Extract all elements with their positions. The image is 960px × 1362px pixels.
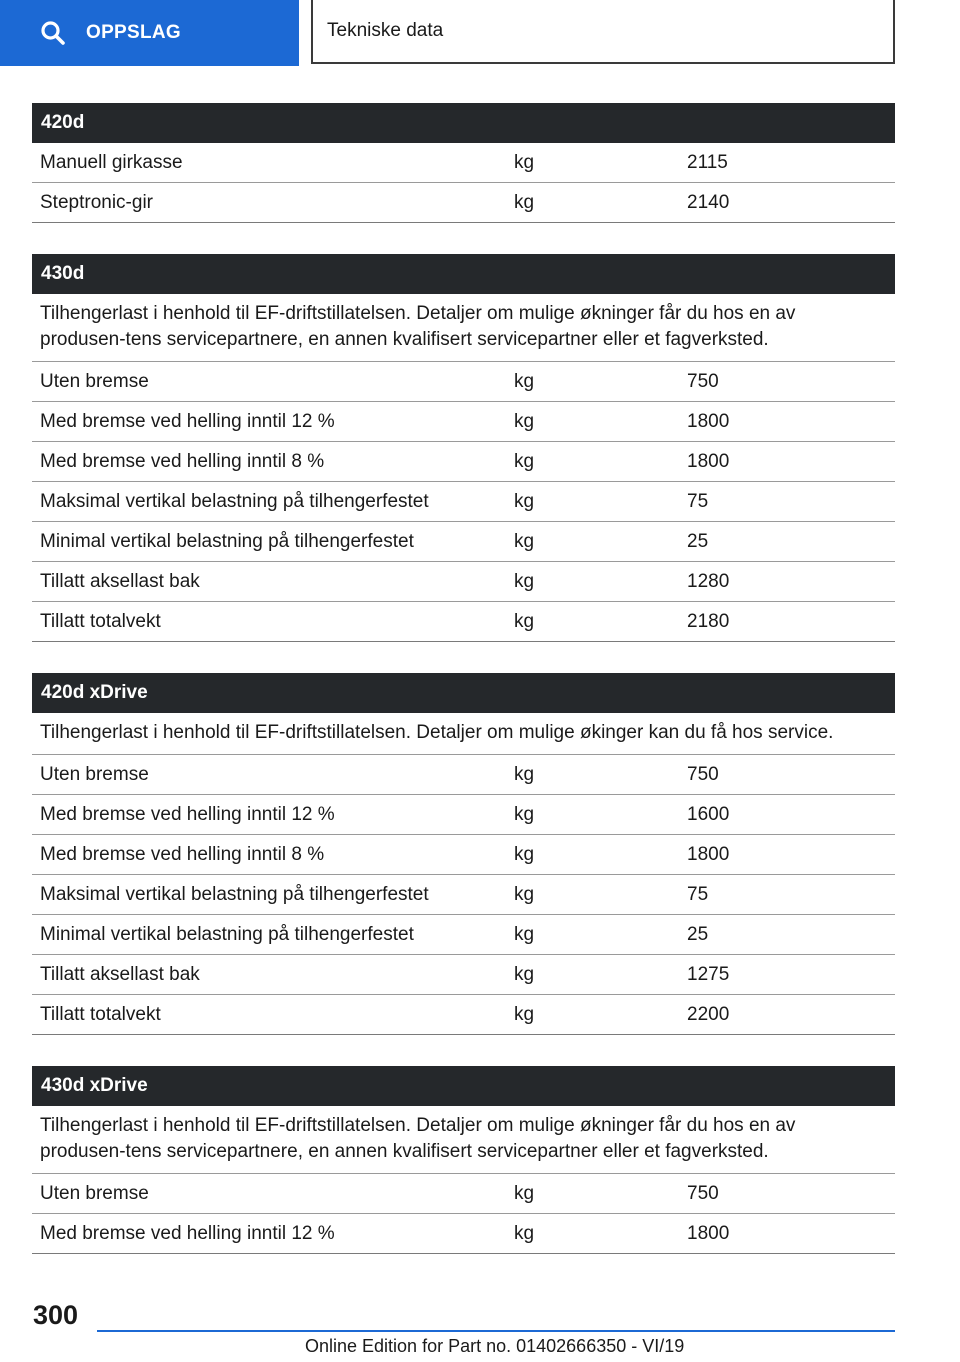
row-unit: kg (514, 152, 535, 173)
row-label: Uten bremse (40, 1183, 149, 1204)
row-unit: kg (514, 764, 535, 785)
row-unit: kg (514, 844, 535, 865)
section-note: Tilhengerlast i henhold til EF-driftstillatelsen. Detaljer om mulige økinger kan du få hos service. (32, 713, 895, 755)
row-label: Med bremse ved helling inntil 12 % (40, 804, 335, 825)
row-unit: kg (514, 571, 535, 592)
table-row (32, 875, 895, 915)
row-value: 75 (687, 491, 709, 512)
row-value: 2180 (687, 611, 730, 632)
row-label: Minimal vertikal belastning på tilhengerfestet (40, 924, 414, 945)
table-row (32, 1174, 895, 1214)
row-value: 1800 (687, 451, 730, 472)
row-value: 25 (687, 531, 709, 552)
page-title: Tekniske data (311, 0, 895, 64)
row-value: 2200 (687, 1004, 730, 1025)
section-title: 420d (32, 103, 895, 143)
row-label: Tillatt totalvekt (40, 611, 161, 632)
row-label: Manuell girkasse (40, 152, 183, 173)
row-label: Tillatt totalvekt (40, 1004, 161, 1025)
row-label: Steptronic-gir (40, 192, 153, 213)
section-430d (32, 254, 895, 642)
section-420d-xdrive (32, 673, 895, 1035)
row-unit: kg (514, 804, 535, 825)
row-label: Med bremse ved helling inntil 12 % (40, 1223, 335, 1244)
row-unit: kg (514, 371, 535, 392)
search-tab[interactable] (0, 0, 299, 66)
row-value: 25 (687, 924, 709, 945)
row-value: 750 (687, 371, 719, 392)
row-unit: kg (514, 1004, 535, 1025)
row-unit: kg (514, 491, 535, 512)
footer-divider (97, 1330, 895, 1332)
row-value: 1275 (687, 964, 730, 985)
table-row (32, 143, 895, 183)
table-row (32, 482, 895, 522)
row-value: 1800 (687, 844, 730, 865)
row-value: 750 (687, 764, 719, 785)
row-value: 1280 (687, 571, 730, 592)
table-row (32, 562, 895, 602)
section-420d (32, 103, 895, 223)
row-label: Med bremse ved helling inntil 8 % (40, 844, 325, 865)
search-icon (40, 20, 66, 46)
section-title: 420d xDrive (32, 673, 895, 713)
row-unit: kg (514, 531, 535, 552)
row-label: Med bremse ved helling inntil 8 % (40, 451, 325, 472)
table-row (32, 602, 895, 642)
row-unit: kg (514, 924, 535, 945)
section-note: Tilhengerlast i henhold til EF-driftstillatelsen. Detaljer om mulige økninger får du hos en av produsen-tens servicepartnere, en annen kvalifisert servicepartner eller et fagverksted. (32, 294, 895, 362)
top-bar (0, 0, 960, 66)
row-value: 1800 (687, 411, 730, 432)
table-row (32, 183, 895, 223)
table-row (32, 795, 895, 835)
row-value: 2115 (687, 152, 728, 173)
section-title: 430d (32, 254, 895, 294)
table-row (32, 362, 895, 402)
section-title: 430d xDrive (32, 1066, 895, 1106)
row-unit: kg (514, 1223, 535, 1244)
row-unit: kg (514, 884, 535, 905)
table-row (32, 1214, 895, 1254)
row-value: 2140 (687, 192, 730, 213)
row-label: Uten bremse (40, 764, 149, 785)
search-tab-label: OPPSLAG (86, 22, 182, 43)
row-unit: kg (514, 451, 535, 472)
edition-text: Online Edition for Part no. 01402666350 - VI/19 (305, 1336, 685, 1356)
data-tables (32, 103, 895, 1285)
row-value: 1600 (687, 804, 730, 825)
row-value: 1800 (687, 1223, 730, 1244)
section-note: Tilhengerlast i henhold til EF-driftstillatelsen. Detaljer om mulige økninger får du hos en av produsen-tens servicepartnere, en annen kvalifisert servicepartner eller et fagverksted. (32, 1106, 895, 1174)
row-label: Tillatt aksellast bak (40, 571, 200, 592)
table-row (32, 955, 895, 995)
row-unit: kg (514, 192, 535, 213)
table-row (32, 995, 895, 1035)
row-label: Maksimal vertikal belastning på tilhengerfestet (40, 491, 429, 512)
table-row (32, 442, 895, 482)
row-value: 750 (687, 1183, 719, 1204)
section-430d-xdrive (32, 1066, 895, 1254)
table-row (32, 915, 895, 955)
row-unit: kg (514, 1183, 535, 1204)
table-row (32, 522, 895, 562)
row-value: 75 (687, 884, 709, 905)
row-label: Tillatt aksellast bak (40, 964, 200, 985)
row-unit: kg (514, 611, 535, 632)
table-row (32, 402, 895, 442)
row-label: Med bremse ved helling inntil 12 % (40, 411, 335, 432)
page-number: 300 (33, 1300, 79, 1330)
row-label: Minimal vertikal belastning på tilhengerfestet (40, 531, 414, 552)
table-row (32, 835, 895, 875)
table-row (32, 755, 895, 795)
row-label: Uten bremse (40, 371, 149, 392)
row-unit: kg (514, 964, 535, 985)
row-unit: kg (514, 411, 535, 432)
row-label: Maksimal vertikal belastning på tilhengerfestet (40, 884, 429, 905)
